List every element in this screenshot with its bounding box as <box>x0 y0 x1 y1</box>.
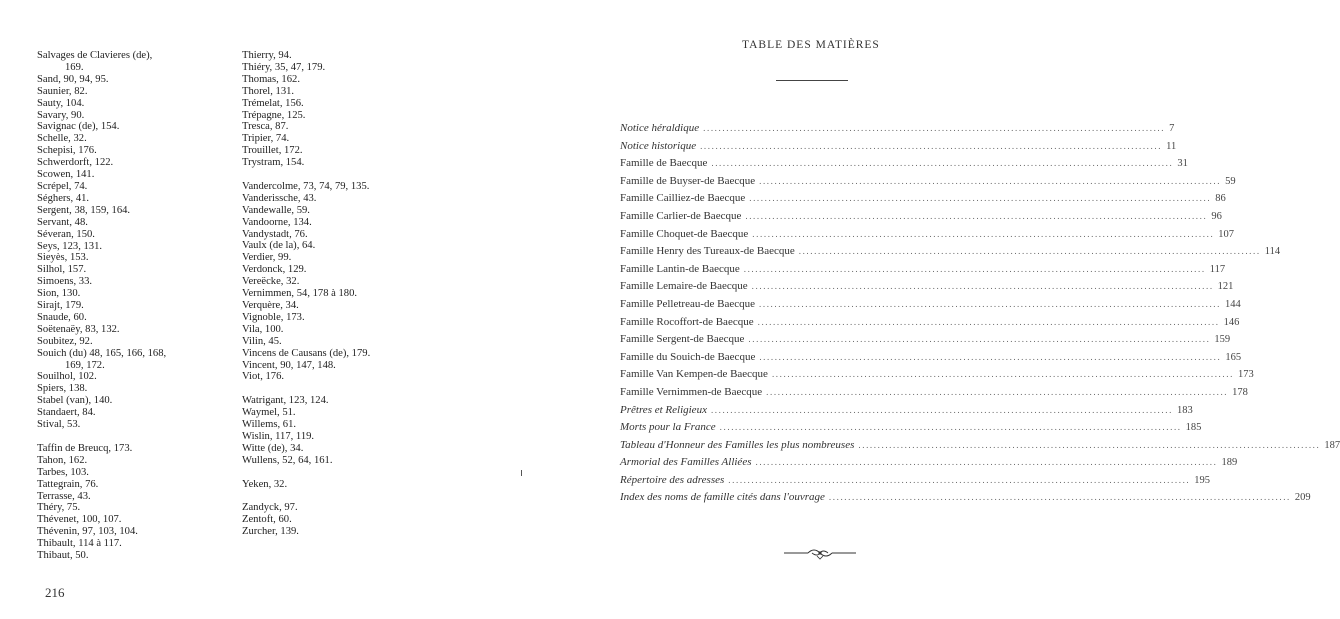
index-entry: Schepisi, 176. <box>37 145 97 157</box>
index-entry: Vincens de Causans (de), 179. <box>242 347 371 359</box>
toc-entry <box>620 385 1248 404</box>
index-entry: Silhol, 157. <box>37 264 87 276</box>
toc-leader-dots: ........................................................................................................................ <box>743 263 1206 274</box>
index-entry: Théry, 75. <box>37 502 81 514</box>
toc-leader-dots: ........................................................................................................................ <box>759 175 1222 186</box>
toc-entry <box>620 297 1241 316</box>
toc-leader-dots: ........................................................................................................................ <box>858 439 1321 450</box>
index-entry: Savary, 90. <box>37 109 85 121</box>
index-entry: 169, 172. <box>65 359 105 371</box>
index-entry: Salvages de Clavieres (de), <box>37 50 153 61</box>
toc-entry <box>620 473 1211 492</box>
index-column-right <box>242 50 442 538</box>
toc-leader-dots: ........................................................................................................................ <box>703 123 1166 133</box>
toc-entry-page: 178 <box>1232 386 1248 398</box>
index-entry: Seys, 123, 131. <box>37 240 103 252</box>
toc-leader-dots: ........................................................................................................................ <box>757 316 1220 327</box>
index-entry: Vincent, 90, 147, 148. <box>242 359 336 371</box>
toc-title: TABLE DES MATIÈRES <box>742 39 880 51</box>
index-entry: Soubitez, 92. <box>37 335 93 347</box>
stray-mark <box>521 470 522 476</box>
toc-leader-dots: ........................................................................................................................ <box>751 281 1214 292</box>
index-entry: Witte (de), 34. <box>242 442 304 454</box>
toc-entry <box>620 122 1175 140</box>
toc-entry <box>620 157 1188 175</box>
toc-entry <box>620 333 1231 351</box>
toc-entry <box>620 139 1177 158</box>
index-entry: Scrépel, 74. <box>37 180 88 192</box>
index-entry: Tresca, 87. <box>242 121 289 133</box>
toc-entry <box>620 438 1340 457</box>
toc-entry-label: Famille du Souich-de Baecque <box>620 350 756 363</box>
toc-entry-page: 7 <box>1169 123 1175 134</box>
toc-entry-page: 107 <box>1218 228 1235 240</box>
toc-entry-page: 146 <box>1223 316 1240 328</box>
index-entry: Soëtenaëy, 83, 132. <box>37 323 120 335</box>
toc-leader-dots: ........................................................................................................................ <box>759 351 1222 362</box>
index-entry: Trouillet, 172. <box>242 145 303 157</box>
toc-entry-page: 183 <box>1176 404 1193 416</box>
index-entry: Scowen, 141. <box>37 169 95 181</box>
index-entry: Verquère, 34. <box>242 300 299 312</box>
toc-leader-dots: ........................................................................................................................ <box>700 140 1163 151</box>
index-entry: Waymel, 51. <box>242 407 296 419</box>
toc-entry-label: Tableau d'Honneur des Familles les plus nombreuses <box>620 438 855 451</box>
toc-entry <box>620 403 1193 422</box>
toc-entry-label: Famille Pelletreau-de Baecque <box>620 297 755 310</box>
index-entry: Vila, 100. <box>242 323 284 335</box>
index-entry: Snaude, 60. <box>37 311 87 323</box>
index-entry: Simoens, 33. <box>37 276 93 288</box>
toc-entry-label: Famille de Baecque <box>620 157 708 170</box>
toc-entry-page: 114 <box>1264 246 1281 258</box>
toc-entry <box>620 421 1202 439</box>
index-entry: Schwerdorft, 122. <box>37 157 114 169</box>
toc-leader-dots: ........................................................................................................................ <box>752 228 1215 239</box>
index-entry: Thévenet, 100, 107. <box>37 514 122 526</box>
index-entry: Thiéry, 35, 47, 179. <box>242 61 326 73</box>
index-entry: Thibault, 114 à 117. <box>37 538 122 550</box>
toc-leader-dots: ........................................................................................................................ <box>745 210 1208 221</box>
index-entry: Saunier, 82. <box>37 85 88 97</box>
toc-entry-page: 173 <box>1237 369 1254 381</box>
toc-entry <box>620 192 1226 210</box>
toc-entry-page: 96 <box>1211 210 1222 222</box>
index-entry: Vandercolme, 73, 74, 79, 135. <box>242 180 370 192</box>
index-entry: Watrigant, 123, 124. <box>242 395 329 407</box>
toc-leader-dots: ........................................................................................................................ <box>711 158 1174 169</box>
index-entry: Schelle, 32. <box>37 133 87 145</box>
toc-entry-page: 159 <box>1214 334 1231 346</box>
index-entry: Zandyck, 97. <box>242 502 298 514</box>
toc-entry-page: 209 <box>1294 492 1311 504</box>
toc-entry <box>620 280 1234 298</box>
index-entry: Viot, 176. <box>242 371 285 383</box>
toc-entry-page: 117 <box>1209 263 1226 275</box>
toc-leader-dots: ........................................................................................................................ <box>755 457 1218 468</box>
toc-entry <box>620 209 1222 228</box>
index-entry: Vandewalle, 59. <box>242 204 310 216</box>
index-entry: Tarbes, 103. <box>37 466 89 478</box>
index-entry: Verdier, 99. <box>242 252 292 264</box>
toc-entry-page: 86 <box>1215 193 1226 205</box>
index-entry: Wislin, 117, 119. <box>242 430 315 442</box>
index-entry: Wullens, 52, 64, 161. <box>242 454 333 466</box>
index-entry: Thomas, 162. <box>242 73 300 85</box>
index-entry: Verdonck, 129. <box>242 264 307 276</box>
index-entry: Thévenin, 97, 103, 104. <box>37 526 138 538</box>
toc-entry-label: Famille Carlier-de Baecque <box>620 209 742 222</box>
toc-leader-dots: ........................................................................................................................ <box>719 422 1182 433</box>
toc-entry <box>620 174 1236 193</box>
toc-entry-label: Famille Rocoffort-de Baecque <box>620 315 754 328</box>
index-entry: Vereëcke, 32. <box>242 276 300 288</box>
toc-entry-label: Index des noms de famille cités dans l'ouvrage <box>620 491 825 504</box>
toc-entry <box>620 227 1235 246</box>
index-entry: Souich (du) 48, 165, 166, 168, <box>37 347 167 359</box>
index-column-left <box>37 50 237 562</box>
toc-entry-label: Famille Lantin-de Baecque <box>620 262 740 275</box>
index-entry: Tattegrain, 76. <box>37 478 99 490</box>
index-entry: Vandystadt, 76. <box>242 228 308 240</box>
toc-entry-page: 59 <box>1225 175 1236 187</box>
index-entry: Sirajt, 179. <box>37 300 84 312</box>
toc-list <box>620 122 1340 509</box>
toc-entry-label: Armorial des Familles Alliées <box>620 456 752 469</box>
toc-entry-label: Répertoire des adresses <box>620 473 725 486</box>
index-entry: Stival, 53. <box>37 419 81 431</box>
toc-entry-label: Notice historique <box>620 139 697 152</box>
index-entry: Zentoft, 60. <box>242 514 292 526</box>
toc-entry-page: 185 <box>1185 422 1202 434</box>
toc-entry-label: Famille Henry des Tureaux-de Baecque <box>620 245 795 258</box>
index-entry: Taffin de Breucq, 173. <box>37 442 133 454</box>
index-entry: Vignoble, 173. <box>242 311 305 323</box>
index-entry: Zurcher, 139. <box>242 526 299 538</box>
toc-entry <box>620 350 1242 369</box>
toc-entry-page: 195 <box>1194 474 1211 486</box>
toc-entry-label: Famille Sergent-de Baecque <box>620 333 745 346</box>
toc-entry-label: Famille Lemaire-de Baecque <box>620 280 748 293</box>
toc-entry <box>620 368 1254 386</box>
page-number: 216 <box>45 585 65 600</box>
index-entry: Yeken, 32. <box>242 478 288 490</box>
index-entry: Sergent, 38, 159, 164. <box>37 204 131 216</box>
index-entry: Thibaut, 50. <box>37 550 89 562</box>
index-entry: Sauty, 104. <box>37 97 85 109</box>
toc-entry-label: Notice héraldique <box>620 122 700 134</box>
index-entry: Stabel (van), 140. <box>37 395 113 407</box>
index-entry: Tripier, 74. <box>242 133 290 145</box>
toc-entry-page: 11 <box>1166 140 1177 152</box>
toc-entry <box>620 245 1281 263</box>
index-entry: Vandoorne, 134. <box>242 216 312 228</box>
index-entry: Séveran, 150. <box>37 228 95 240</box>
index-entry: 169. <box>65 61 84 73</box>
toc-leader-dots: ........................................................................................................................ <box>828 492 1291 503</box>
toc-entry-label: Famille Choquet-de Baecque <box>620 227 749 240</box>
toc-entry-page: 31 <box>1177 158 1188 170</box>
index-entry: Thierry, 94. <box>242 50 292 61</box>
toc-entry-page: 165 <box>1225 351 1242 363</box>
index-entry: Terrasse, 43. <box>37 490 91 502</box>
toc-entry-label: Famille de Buyser-de Baecque <box>620 174 756 187</box>
index-entry: Souilhol, 102. <box>37 371 97 383</box>
index-entry: Thorel, 131. <box>242 85 295 97</box>
toc-leader-dots: ........................................................................................................................ <box>728 474 1191 485</box>
toc-entry-label: Famille Van Kempen-de Baecque <box>620 368 768 381</box>
toc-leader-dots: ........................................................................................................................ <box>759 298 1221 309</box>
toc-entry-label: Morts pour la France <box>620 421 716 434</box>
toc-entry-page: 189 <box>1221 457 1238 469</box>
toc-entry <box>620 491 1311 509</box>
toc-leader-dots: ........................................................................................................................ <box>766 386 1229 397</box>
index-entry: Tahon, 162. <box>37 454 88 466</box>
index-entry: Sand, 90, 94, 95. <box>37 73 109 85</box>
toc-entry-label: Prêtres et Religieux <box>620 403 707 416</box>
toc-leader-dots: ........................................................................................................................ <box>798 246 1261 257</box>
toc-entry <box>620 456 1238 474</box>
toc-entry-page: 121 <box>1217 281 1234 293</box>
toc-entry-label: Famille Cailliez-de Baecque <box>620 192 746 205</box>
index-entry: Willems, 61. <box>242 419 297 431</box>
index-entry: Savignac (de), 154. <box>37 121 120 133</box>
toc-leader-dots: ........................................................................................................................ <box>748 334 1211 345</box>
index-entry: Sieyès, 153. <box>37 252 89 264</box>
title-rule <box>776 80 848 81</box>
toc-leader-dots: ........................................................................................................................ <box>771 369 1234 380</box>
index-entry: Trémelat, 156. <box>242 97 304 109</box>
toc-entry <box>620 262 1226 281</box>
index-entry: Séghers, 41. <box>37 192 90 204</box>
toc-entry-page: 144 <box>1225 298 1241 310</box>
toc-entry <box>620 315 1240 334</box>
index-entry: Trépagne, 125. <box>242 109 306 121</box>
index-entry: Trystram, 154. <box>242 157 305 169</box>
index-entry: Standaert, 84. <box>37 407 96 419</box>
index-entry: Servant, 48. <box>37 216 88 228</box>
index-entry: Vaulx (de la), 64. <box>242 240 316 252</box>
toc-leader-dots: ........................................................................................................................ <box>749 193 1212 204</box>
toc-leader-dots: ........................................................................................................................ <box>710 404 1173 415</box>
index-entry: Sion, 130. <box>37 288 81 300</box>
toc-entry-page: 187 <box>1324 439 1340 451</box>
index-entry: Vilin, 45. <box>242 335 282 347</box>
index-entry: Spiers, 138. <box>37 383 88 395</box>
ornament-icon <box>784 546 856 560</box>
index-entry: Vanderissche, 43. <box>242 192 317 204</box>
toc-entry-label: Famille Vernimmen-de Baecque <box>620 385 763 398</box>
index-entry: Vernimmen, 54, 178 à 180. <box>242 288 358 300</box>
